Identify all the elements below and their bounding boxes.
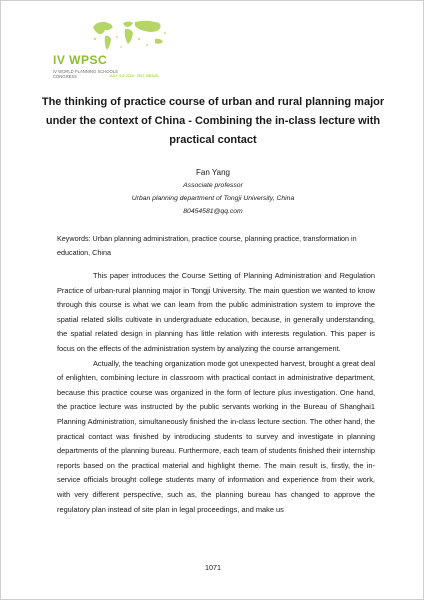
- logo-subtitle: IV WORLD PLANNING SCHOOLS CONGRESS: [53, 69, 118, 79]
- page-number: 1071: [205, 563, 221, 572]
- author-role: Associate professor: [183, 182, 243, 189]
- paragraph: Actually, the teaching organization mode got unexpected harvest, brought a great deal of enlighten, combining lecture in classroom with practical contact in administrative department, because this practice course was organized in the form of lecture plus investigation. One hand, the practice lecture was instructed by the public servants working in the Bureau of Shanghai1 Planning Administration, simultaneously finished the in-class lecture section. The other hand, the practical contact was finished by introducing students to survey and investigate in planning departments of the planning bureau. Furthermore, each team of students finished their internship reports based on the practical material and highlight theme. The main result is, firstly, the in-service officials brought college students many of information and experience from their work, with very different perspective, such as, the planning bureau has changed to approve the regulatory plan instead of site plan in legal proceedings, and make us: [57, 358, 375, 514]
- body-text: [57, 269, 375, 517]
- author-email: 80454581@qq.com: [183, 208, 243, 215]
- logo-tagline: JULY 4-8 2016 · RIO, BRAZIL: [109, 74, 160, 78]
- author-name: Fan Yang: [196, 168, 230, 177]
- keywords: Keywords: Urban planning administration, practice course, planning practice, transformation in education, China: [57, 234, 357, 257]
- world-map-icon: [87, 17, 171, 53]
- logo-title: IV WPSC: [53, 53, 108, 67]
- paper-title: The thinking of practice course of urban and rural planning major under the context of China - Combining the in-class lecture with practical contact: [41, 96, 385, 146]
- author-department: Urban planning department of Tongji University, China: [131, 195, 295, 202]
- congress-logo: [53, 15, 173, 85]
- paragraph: This paper introduces the Course Setting of Planning Administration and Regulation Practice of urban-rural planning major in Tongji University. The main question we wanted to know through this course is what we can learn from the public administration system to improve the spatial related skills cultivate in undergraduate education, because, in generally understanding, the spatial related design in planning has little relation with interests regulation. This paper is focus on the effects of the administration system by analyzing the course arrangement.: [57, 271, 375, 353]
